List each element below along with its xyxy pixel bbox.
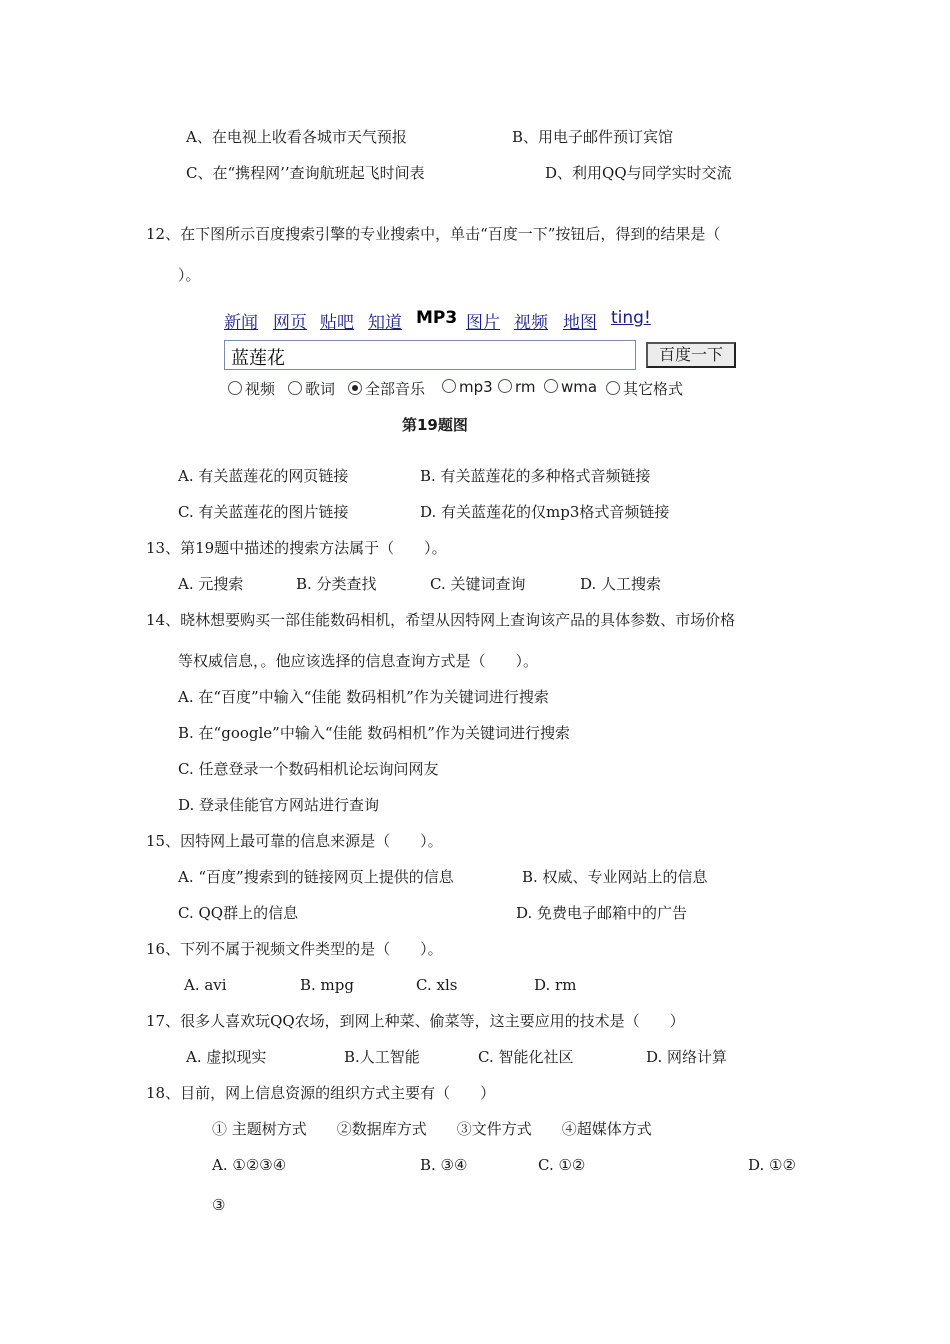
q16-option-a: A. avi [184,976,227,994]
q12-question-cont: ）。 [178,266,201,284]
nav-images[interactable]: 图片 [466,313,500,333]
radio-rm[interactable] [498,378,536,396]
radio-lyrics[interactable] [288,378,335,399]
radio-label: wma [561,378,598,396]
radio-circle-icon [498,379,512,393]
baidu-search-figure [222,306,742,406]
q12-question: 12、在下图所示百度搜索引擎的专业搜索中，单击“百度一下”按钮后，得到的结果是（ [146,225,721,243]
radio-label: rm [515,378,536,396]
q11-option-a: A、在电视上收看各城市天气预报 [186,128,407,146]
q13-option-d: D. 人工搜索 [580,575,662,593]
q14-option-c: C. 任意登录一个数码相机论坛询问网友 [178,760,439,778]
q14-question-cont: 等权威信息，。他应该选择的信息查询方式是（ ）。 [178,652,539,670]
q12-option-a: A. 有关蓝莲花的网页链接 [178,467,349,485]
radio-circle-icon [228,381,242,395]
q15-option-d: D. 免费电子邮箱中的广告 [516,904,688,922]
q13-question: 13、第19题中描述的搜索方法属于（ ）。 [146,539,447,557]
q17-option-d: D. 网络计算 [646,1048,728,1066]
q17-option-b: B.人工智能 [344,1048,420,1066]
q13-option-a: A. 元搜索 [178,575,244,593]
q18-option-b: B. ③④ [420,1156,468,1174]
q16-option-d: D. rm [534,976,577,994]
q18-items: ① 主题树方式 ②数据库方式 ③文件方式 ④超媒体方式 [212,1120,652,1138]
radio-circle-icon [442,379,456,393]
nav-ting[interactable]: ting! [611,308,651,328]
radio-circle-icon [288,381,302,395]
q12-option-c: C. 有关蓝莲花的图片链接 [178,503,349,521]
nav-news[interactable]: 新闻 [224,313,258,333]
q14-option-d: D. 登录佳能官方网站进行查询 [178,796,380,814]
radio-all-music[interactable] [348,378,425,399]
nav-tieba[interactable]: 贴吧 [320,313,354,333]
q17-option-c: C. 智能化社区 [478,1048,574,1066]
search-input[interactable]: 蓝莲花 [224,340,636,370]
q12-option-d: D. 有关蓝莲花的仅mp3格式音频链接 [420,503,670,521]
search-button[interactable]: 百度一下 [646,342,736,368]
q14-question: 14、晓林想要购买一部佳能数码相机，希望从因特网上查询该产品的具体参数、市场价格 [146,611,736,629]
radio-label: 全部音乐 [365,380,426,398]
q11-option-c: C、在“携程网’’查询航班起飞时间表 [186,164,425,182]
q15-option-a: A. “百度”搜索到的链接网页上提供的信息 [178,868,454,886]
radio-label: mp3 [459,378,493,396]
radio-label: 视频 [245,380,276,398]
nav-zhidao[interactable]: 知道 [368,313,402,333]
nav-mp3[interactable]: MP3 [416,308,458,328]
q13-option-b: B. 分类查找 [296,575,377,593]
radio-circle-icon [544,379,558,393]
radio-wma[interactable] [544,378,597,396]
radio-label: 其它格式 [623,380,684,398]
q18-option-a: A. ①②③④ [212,1156,287,1174]
nav-video[interactable]: 视频 [514,313,548,333]
q16-question: 16、下列不属于视频文件类型的是（ ）。 [146,940,443,958]
radio-mp3[interactable] [442,378,493,396]
nav-web[interactable]: 网页 [273,313,307,333]
radio-other[interactable] [606,378,683,399]
q17-option-a: A. 虚拟现实 [186,1048,267,1066]
q14-option-b: B. 在“google”中输入“佳能 数码相机”作为关键词进行搜索 [178,724,570,742]
q16-option-b: B. mpg [300,976,354,994]
q13-option-c: C. 关键词查询 [430,575,526,593]
figure-caption: 第19题图 [402,416,468,434]
q15-option-c: C. QQ群上的信息 [178,904,299,922]
q12-option-b: B. 有关蓝莲花的多种格式音频链接 [420,467,651,485]
q18-option-d: D. ①② [748,1156,796,1174]
q15-question: 15、因特网上最可靠的信息来源是（ ）。 [146,832,443,850]
radio-selected-icon [348,381,362,395]
q17-question: 17、很多人喜欢玩QQ农场，到网上种菜、偷菜等，这主要应用的技术是（ ） [146,1012,685,1030]
q18-question: 18、目前，网上信息资源的组织方式主要有（ ） [146,1084,496,1102]
q14-option-a: A. 在“百度”中输入“佳能 数码相机”作为关键词进行搜索 [178,688,549,706]
q16-option-c: C. xls [416,976,458,994]
q11-option-d: D、利用QQ与同学实时交流 [545,164,732,182]
radio-circle-icon [606,381,620,395]
q15-option-b: B. 权威、专业网站上的信息 [522,868,708,886]
q18-option-d-cont: ③ [212,1196,226,1214]
q11-option-b: B、用电子邮件预订宾馆 [512,128,674,146]
radio-label: 歌词 [305,380,336,398]
nav-map[interactable]: 地图 [563,313,597,333]
q18-option-c: C. ①② [538,1156,586,1174]
radio-video[interactable] [228,378,275,399]
